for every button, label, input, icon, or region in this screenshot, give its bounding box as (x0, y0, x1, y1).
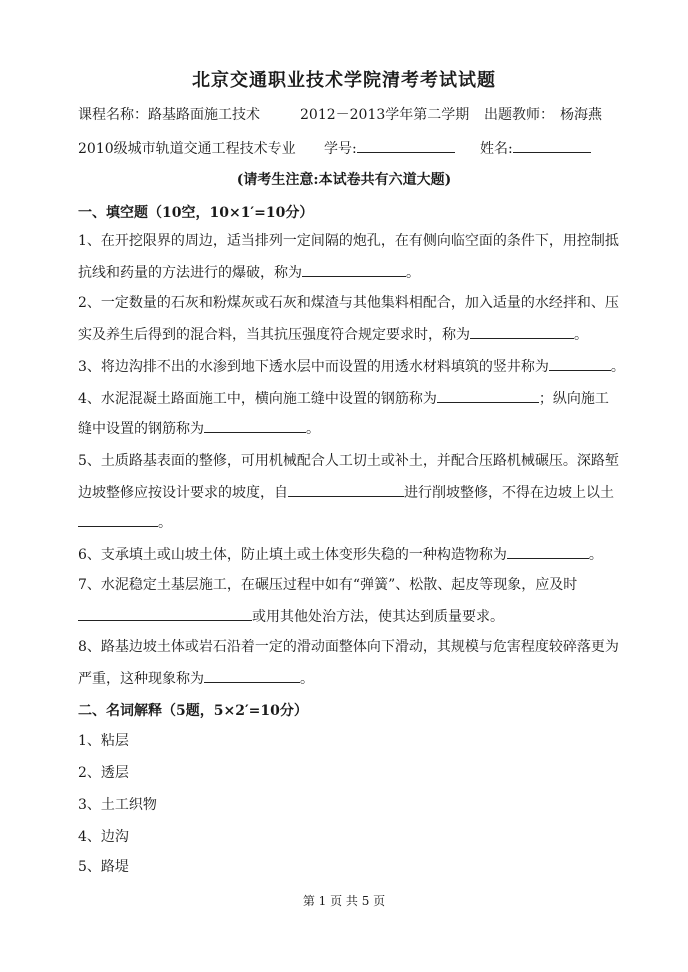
q2-line1: 2、一定数量的石灰和粉煤灰或石灰和煤渣与其他集料相配合，加入适量的水经拌和、压 (78, 295, 619, 311)
exam-notice: (请考生注意:本试卷共有六道大题) (236, 172, 452, 188)
term-item: 4、边沟 (78, 829, 129, 845)
page-footer: 第 1 页 共 5 页 (302, 894, 386, 908)
q4-end: 。 (306, 421, 320, 437)
q5-end: 。 (158, 515, 172, 531)
q4-text: 4、水泥混凝土路面施工中，横向施工缝中设置的钢筋称为 (78, 391, 437, 407)
q7-end: 或用其他处治方法，使其达到质量要求。 (252, 609, 504, 625)
q3-line1 (78, 358, 625, 374)
term-item: 3、土工织物 (78, 797, 157, 813)
q7-line1: 7、水泥稳定土基层施工，在碾压过程中如有“弹簧”、松散、起皮等现象，应及时 (78, 577, 578, 593)
q5-blank2[interactable] (78, 514, 158, 527)
teacher-name: 杨海燕 (560, 107, 602, 123)
q2-end: 。 (574, 327, 588, 343)
class-name: 2010级城市轨道交通工程技术专业 (78, 141, 296, 157)
q1-text: 抗线和药量的方法进行的爆破，称为 (78, 265, 302, 281)
q5-text2: 进行削坡整修，不得在边坡上以土 (404, 485, 614, 501)
q4-blank1[interactable] (437, 390, 539, 403)
q6-blank[interactable] (507, 546, 589, 559)
student-name-label: 姓名: (480, 141, 513, 157)
exam-title: 北京交通职业技术学院清考考试试题 (192, 70, 496, 91)
term-item: 5、路堤 (78, 859, 129, 875)
q5-line2 (78, 484, 614, 500)
q6-text: 6、支承填土或山坡土体，防止填土或土体变形失稳的一种构造物称为 (78, 547, 507, 563)
teacher-info (484, 104, 602, 124)
q6-line1 (78, 546, 603, 562)
student-id-field[interactable] (324, 138, 455, 158)
q3-blank[interactable] (549, 358, 611, 371)
section2-heading: 二、名词解释（5题，5×2′=10分） (78, 703, 308, 719)
q8-line2 (78, 670, 314, 686)
q8-blank[interactable] (204, 670, 300, 683)
q2-line2 (78, 326, 588, 342)
q3-end: 。 (610, 359, 625, 375)
q1-line1: 1、在开挖限界的周边，适当排列一定间隔的炮孔，在有侧向临空面的条件下，用控制抵 (78, 233, 619, 249)
term-item: 2、透层 (78, 765, 129, 781)
q7-line2 (78, 608, 504, 624)
q7-blank[interactable] (78, 608, 252, 621)
term-item: 1、粘层 (78, 733, 129, 749)
q2-blank[interactable] (470, 326, 574, 339)
course-name: 路基路面施工技术 (148, 107, 260, 123)
student-name-blank[interactable] (513, 138, 591, 153)
term-text: 2012－2013学年第二学期 (300, 107, 470, 123)
teacher-label: 出题教师： (484, 107, 554, 123)
q8-text: 严重，这种现象称为 (78, 671, 204, 687)
q6-end: 。 (588, 547, 603, 563)
q5-line1: 5、土质路基表面的整修，可用机械配合人工切土或补土，并配合压路机械碾压。深路堑 (78, 453, 619, 469)
q5-text: 边坡整修应按设计要求的坡度，自 (78, 485, 288, 501)
q1-end: 。 (406, 265, 420, 281)
q5-line3 (78, 514, 172, 530)
student-id-label: 学号: (324, 141, 357, 157)
q4-text2: ；纵向施工 (538, 391, 609, 407)
q2-text: 实及养生后得到的混合料，当其抗压强度符合规定要求时，称为 (78, 327, 470, 343)
q1-blank[interactable] (302, 264, 406, 277)
student-id-blank[interactable] (357, 138, 455, 153)
q4-text3: 缝中设置的钢筋称为 (78, 421, 204, 437)
q4-line1 (78, 390, 609, 406)
q5-blank1[interactable] (288, 484, 404, 497)
student-name-field[interactable] (480, 138, 591, 158)
q4-blank2[interactable] (204, 420, 306, 433)
course-label: 课程名称： (78, 107, 148, 123)
section1-heading: 一、填空题（10空，10×1′=10分） (78, 205, 314, 221)
q8-line1: 8、路基边坡土体或岩石沿着一定的滑动面整体向下滑动，其规模与危害程度较碎落更为 (78, 639, 619, 655)
q1-line2 (78, 264, 420, 280)
q3-text: 3、将边沟排不出的水渗到地下透水层中而设置的用透水材料填筑的竖井称为 (78, 359, 549, 375)
course-info (78, 104, 260, 124)
q8-end: 。 (300, 671, 314, 687)
q4-line2 (78, 420, 320, 436)
